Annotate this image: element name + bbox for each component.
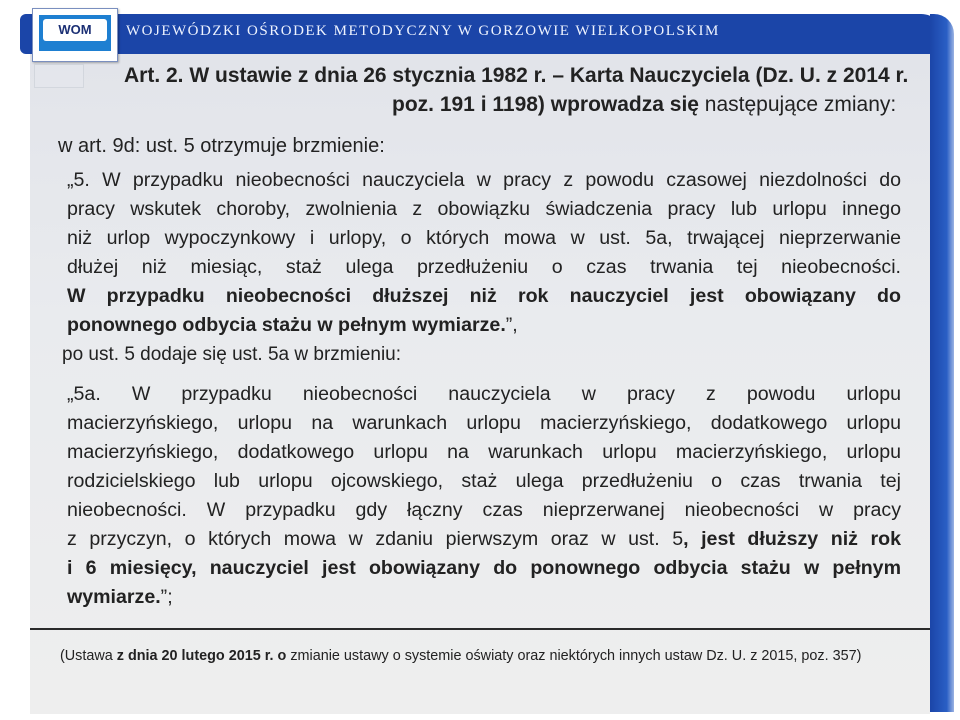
para5-line-1: „5. W przypadku nieobecności nauczyciela w pracy z powodu czasowej niezdolności do [67, 169, 901, 191]
title-line-2-rest: następujące zmiany: [698, 93, 897, 116]
footer-divider [30, 628, 930, 630]
para5a-line-6-normal: z przyczyn, o których mowa w zdaniu pierwszym oraz w ust. 5 [67, 528, 684, 550]
para5a-line-2: macierzyńskiego, urlopu na warunkach urlopu macierzyńskiego, dodatkowego urlopu [67, 412, 901, 434]
footer-rest: zmianie ustawy o systemie oświaty oraz niektórych innych ustaw Dz. U. z 2015, poz. 357) [286, 648, 862, 664]
para5-line-6-bold: ponownego odbycia stażu w pełnym wymiarze. [67, 314, 506, 336]
para5-line-3: niż urlop wypoczynkowy i urlopy, o których mowa w ust. 5a, trwającej nieprzerwanie [67, 227, 901, 249]
para5a-line-1: „5a. W przypadku nieobecności nauczyciela w pracy z powodu urlopu [67, 383, 901, 405]
footer-citation [60, 648, 861, 664]
title-line-2-bold: poz. 191 i 1198) wprowadza się [392, 93, 699, 116]
para5-line-2: pracy wskutek choroby, zwolnienia z obowiązku świadczenia pracy lub urlopu innego [67, 198, 901, 220]
logo-text: WOM [43, 19, 107, 41]
para5-line-4: dłużej niż miesiąc, staż ulega przedłużeniu o czas trwania tej nieobecności. [67, 256, 901, 278]
intro-amendment-2: po ust. 5 dodaje się ust. 5a w brzmieniu: [62, 344, 402, 365]
wom-logo [32, 8, 118, 62]
para5a-line-3: macierzyńskiego, dodatkowego urlopu na warunkach urlopu macierzyńskiego, urlopu [67, 441, 901, 463]
right-decorative-strip [930, 14, 954, 712]
para5-line-6-rest: ”, [505, 314, 518, 336]
para5a-line-6-bold: , jest dłuższy niż rok [683, 528, 901, 550]
para5a-line-7: i 6 miesięcy, nauczyciel jest obowiązany do ponownego odbycia stażu w pełnym [67, 557, 901, 579]
header-banner-text: WOJEWÓDZKI OŚRODEK METODYCZNY W GORZOWIE WIELKOPOLSKIM [126, 23, 720, 39]
title-line-1 [124, 64, 908, 88]
para5a-line-8-bold: wymiarze. [67, 586, 161, 608]
para5a-line-4: rodzicielskiego lub urlopu ojcowskiego, staż ulega przedłużeniu o czas trwania tej [67, 470, 901, 492]
title-line-2 [392, 93, 896, 117]
logo-watermark [34, 64, 84, 88]
intro-amendment-1: w art. 9d: ust. 5 otrzymuje brzmienie: [58, 135, 385, 157]
para5-line-6 [67, 311, 901, 340]
para5a-line-8 [67, 583, 901, 612]
para5a-line-5: nieobecności. W przypadku gdy łączny czas nieprzerwanej nieobecności w pracy [67, 499, 901, 521]
footer-date-bold: z dnia 20 lutego 2015 r. o [116, 648, 287, 664]
para5a-line-8-rest: ”; [160, 586, 173, 608]
para5a-line-6 [67, 525, 901, 554]
title-line-1-text: Art. 2. W ustawie z dnia 26 stycznia 1982 r. – Karta Nauczyciela (Dz. U. z 2014 r. [124, 64, 909, 87]
footer-open: (Ustawa [60, 648, 117, 664]
para5-line-5: W przypadku nieobecności dłuższej niż rok nauczyciel jest obowiązany do [67, 285, 901, 307]
